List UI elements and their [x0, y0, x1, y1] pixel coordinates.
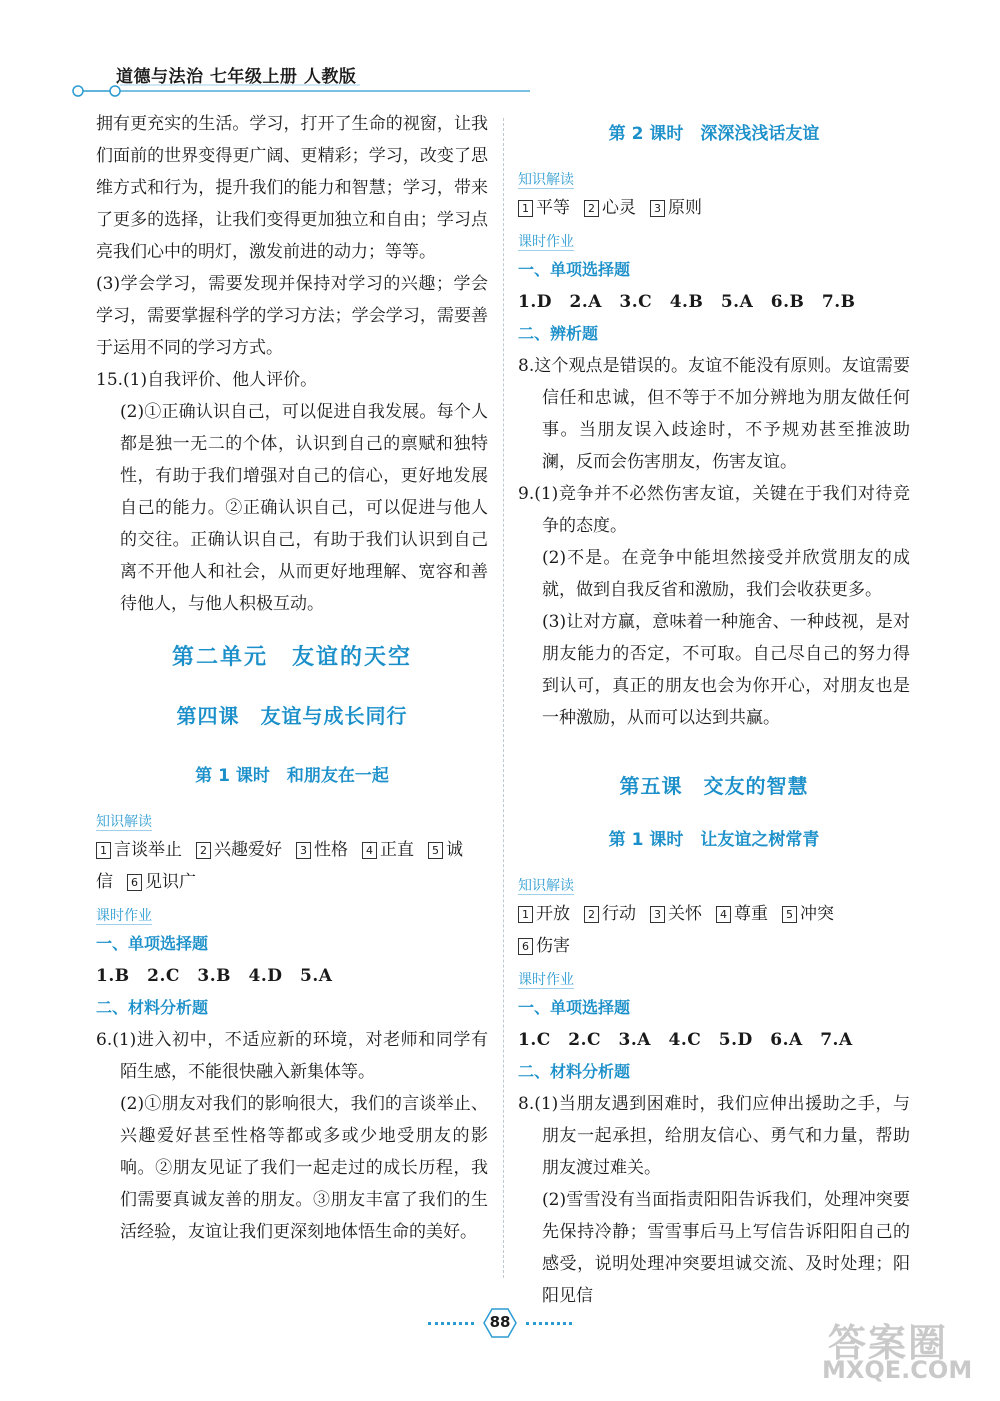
knowledge-list — [518, 192, 910, 224]
knowledge-item: 6 伤害 — [518, 936, 570, 956]
number-box: 4 — [362, 842, 377, 859]
tag-label: 课时作业 — [518, 234, 574, 250]
question-section-heading: 一、单项选择题 — [518, 260, 631, 279]
knowledge-item: 2 兴趣爱好 — [196, 840, 282, 860]
footer-dots-right — [526, 1322, 572, 1325]
answer-text: 15.(1)自我评价、他人评价。 — [96, 370, 318, 390]
knowledge-list — [96, 834, 488, 898]
question-section-heading: 二、材料分析题 — [518, 1062, 631, 1081]
lesson-title: 第五课 交友的智慧 — [619, 774, 809, 798]
knowledge-item: 6 见识广 — [127, 872, 196, 892]
question-section-heading: 二、材料分析题 — [96, 998, 209, 1017]
unit-title: 第二单元 友谊的天空 — [171, 645, 412, 670]
tag-label: 知识解读 — [518, 878, 574, 894]
watermark-url: MXQE.COM — [822, 1356, 973, 1384]
number-box: 5 — [782, 906, 797, 923]
left-column — [96, 108, 488, 1248]
knowledge-item: 1 开放 — [518, 904, 570, 924]
knowledge-item: 1 平等 — [518, 198, 570, 218]
number-box: 2 — [584, 906, 599, 923]
period-title: 第 1 课时 让友谊之树常青 — [608, 830, 820, 850]
number-box: 2 — [584, 200, 599, 217]
choice-answers: 1.B 2.C 3.B 4.D 5.A — [96, 966, 333, 986]
answer-text: (2)①正确认识自己，可以促进自我发展。每个人都是独一无二的个体，认识到自己的禀赋和独特性，有助于我们增强对自己的信心，更好地发展自己的能力。②正确认识自己，可以促进与他人的交往。正确认识自己，有助于我们认识到自己离不开他人和社会，从而更好地理解、宽容和善待他人，与他人积极互动。 — [120, 402, 488, 614]
knowledge-item: 3 关怀 — [650, 904, 702, 924]
answer-text: 9.(1)竞争并不必然伤害友谊，关键在于我们对待竞争的态度。 — [518, 484, 910, 536]
answer-text: (3)学会学习，需要发现并保持对学习的兴趣；学会学习，需要掌握科学的学习方法；学会学习，需要善于运用不同的学习方式。 — [96, 274, 488, 358]
tag-label: 知识解读 — [518, 172, 574, 188]
section-tag — [518, 168, 910, 192]
answer-text: (2)雪雪没有当面指责阳阳告诉我们，处理冲突要先保持冷静；雪雪事后马上写信告诉阳阳自己的感受，说明处理冲突要坦诚交流、及时处理；阳阳见信 — [542, 1190, 910, 1306]
answer-text: 6.(1)进入初中，不适应新的环境，对老师和同学有陌生感，不能很快融入新集体等。 — [96, 1030, 488, 1082]
section-tag — [518, 230, 910, 254]
section-tag — [518, 968, 910, 992]
tag-label: 课时作业 — [96, 908, 152, 924]
number-box: 3 — [650, 200, 665, 217]
answer-text: (3)让对方赢，意味着一种施舍、一种歧视，是对朋友能力的否定，不可取。自己尽自己的努力得到认可，真正的朋友也会为你开心，对朋友也是一种激励，从而可以达到共赢。 — [542, 612, 910, 728]
watermark — [820, 1312, 973, 1392]
period-title: 第 2 课时 深深浅浅话友谊 — [608, 124, 820, 144]
question-section-heading: 一、单项选择题 — [96, 934, 209, 953]
section-tag — [96, 904, 488, 928]
number-box: 6 — [518, 938, 533, 955]
knowledge-item: 1 言谈举止 — [96, 840, 182, 860]
lesson-title: 第四课 友谊与成长同行 — [176, 704, 408, 728]
knowledge-item: 3 性格 — [296, 840, 348, 860]
answer-text: 8.(1)当朋友遇到困难时，我们应伸出援助之手，与朋友一起承担，给朋友信心、勇气和力量，帮助朋友渡过难关。 — [518, 1094, 910, 1178]
knowledge-item-cont: 信 — [96, 872, 113, 892]
period-title: 第 1 课时 和朋友在一起 — [195, 766, 389, 786]
section-tag — [518, 874, 910, 898]
choice-answers: 1.C 2.C 3.A 4.C 5.D 6.A 7.A — [518, 1030, 853, 1050]
page-header — [60, 56, 530, 106]
tag-label: 课时作业 — [518, 972, 574, 988]
section-tag — [96, 810, 488, 834]
answer-text: 8.这个观点是错误的。友谊不能没有原则。友谊需要信任和忠诚，但不等于不加分辨地为朋友做任何事。当朋友误入歧途时，不予规劝甚至推波助澜，反而会伤害朋友，伤害友谊。 — [518, 356, 910, 472]
knowledge-item: 4 正直 — [362, 840, 414, 860]
number-box: 3 — [296, 842, 311, 859]
knowledge-item: 5 诚 — [428, 840, 463, 860]
knowledge-list — [518, 898, 910, 962]
number-box: 1 — [518, 906, 533, 923]
number-box: 2 — [196, 842, 211, 859]
number-box: 4 — [716, 906, 731, 923]
knowledge-item: 2 行动 — [584, 904, 636, 924]
watermark-text: 答案圈 — [828, 1321, 949, 1365]
knowledge-item: 5 冲突 — [782, 904, 834, 924]
knowledge-item: 3 原则 — [650, 198, 702, 218]
answer-text: 拥有更充实的生活。学习，打开了生命的视窗，让我们面前的世界变得更广阔、更精彩；学习，改变了思维方式和行为，提升我们的能力和智慧；学习，带来了更多的选择，让我们变得更加独立和自由；学习点亮我们心中的明灯，激发前进的动力；等等。 — [96, 114, 488, 262]
number-box: 3 — [650, 906, 665, 923]
right-column — [518, 108, 910, 1312]
number-box: 1 — [96, 842, 111, 859]
tag-label: 知识解读 — [96, 814, 152, 830]
column-divider — [503, 118, 504, 1278]
knowledge-item: 4 尊重 — [716, 904, 768, 924]
number-box: 5 — [428, 842, 443, 859]
knowledge-item: 2 心灵 — [584, 198, 636, 218]
question-section-heading: 二、辨析题 — [518, 324, 599, 343]
number-box: 6 — [127, 874, 142, 891]
header-title: 道德与法治 七年级上册 人教版 — [116, 67, 357, 87]
footer-dots-left — [428, 1322, 474, 1325]
page-number-badge — [478, 1306, 522, 1340]
answer-text: (2)①朋友对我们的影响很大，我们的言谈举止、兴趣爱好甚至性格等都或多或少地受朋友的影响。②朋友见证了我们一起走过的成长历程，我们需要真诚友善的朋友。③朋友丰富了我们的生活经验，友谊让我们更深刻地体悟生命的美好。 — [120, 1094, 488, 1242]
page-number: 88 — [489, 1313, 511, 1331]
question-section-heading: 一、单项选择题 — [518, 998, 631, 1017]
number-box: 1 — [518, 200, 533, 217]
choice-answers: 1.D 2.A 3.C 4.B 5.A 6.B 7.B — [518, 292, 856, 312]
answer-text: (2)不是。在竞争中能坦然接受并欣赏朋友的成就，做到自我反省和激励，我们会收获更多。 — [542, 548, 910, 600]
